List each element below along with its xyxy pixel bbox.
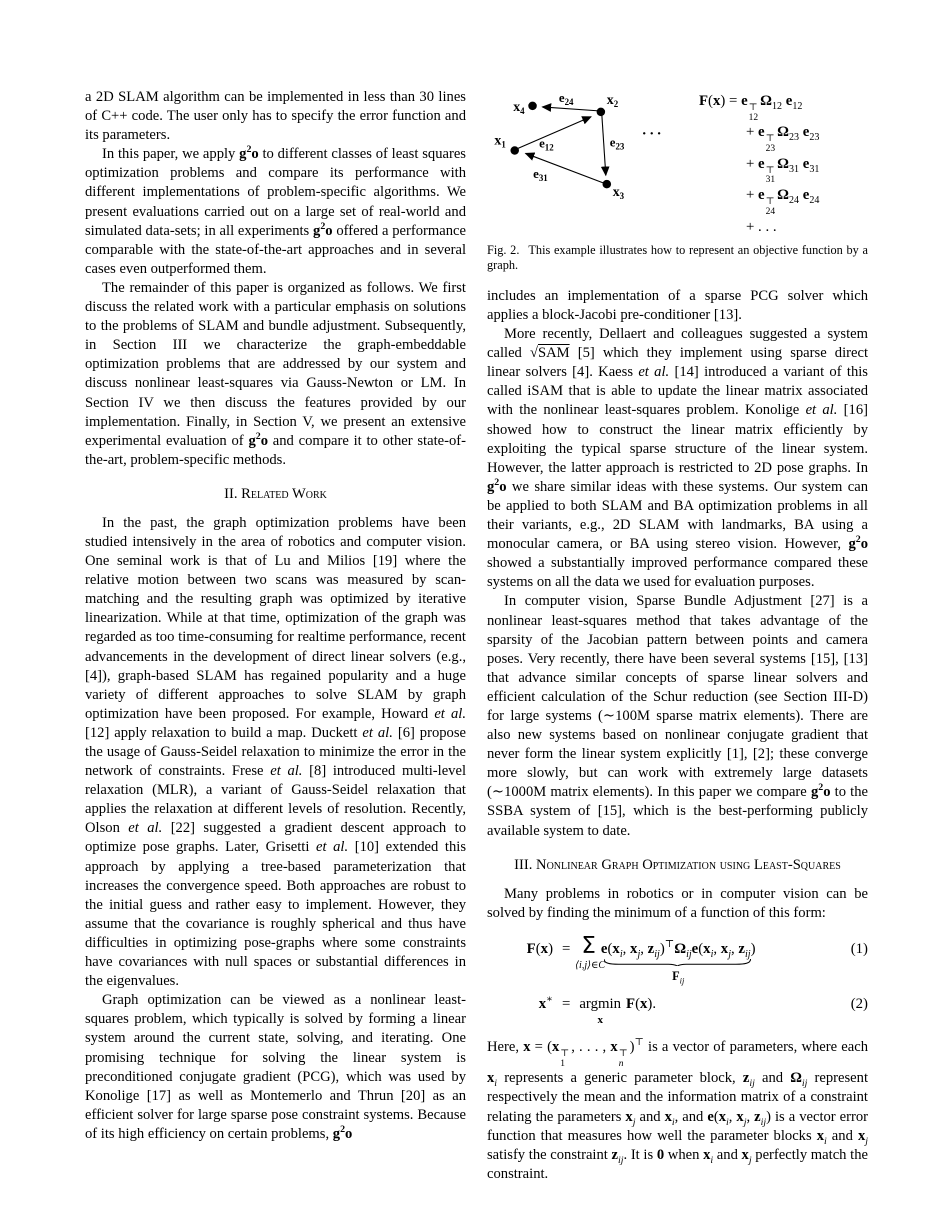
node-label-x3: $x_3$ <box>612 184 625 201</box>
formula-line: F(x) = e ⊤ 12 $\Omega_{12}$ $e_{12}$ <box>699 93 803 123</box>
formula-line: + e ⊤ 31 $\Omega_{31}$ $e_{31}$ <box>746 155 820 186</box>
node-label-x1: $x_1$ <box>494 132 506 150</box>
eq1-lhs: F(x) <box>526 940 553 957</box>
section-heading-nonlinear-graph-optimization <box>493 856 862 875</box>
section-title: Related Work <box>241 485 327 502</box>
paragraph-intro-continuation: a 2D SLAM algorithm can be implemented in less than 30 lines of C++ code. The user only has to specify the error function and its parameters. <box>85 89 466 144</box>
formula-line: + e ⊤ 24 $\Omega_{24}$ $e_{24}$ <box>746 187 820 217</box>
graph-diagram <box>487 90 685 204</box>
paragraph-sam-isam: More recently, Dellaert and colleagues suggested a system called √SAM [5] which they implement using sparse direct linear solvers [4]. Kaess et al. [14] introduced a variant of this called iSAM that is able to update the linear matrix associated with the nonlinear least-squares problem. Konolige et al. [16] showed how to construct the linear matrix efficiently by exploiting the typical sparse structure of the linear system. However, the latter approach is restricted to 2D pose graphs. In $g^2o$ we share similar ideas with these systems. Our system can be applied to both SLAM and BA optimization problems in all their variants, e.g., 2D SLAM with landmarks, BA using a monocular camera, or BA using stereo vision. However, $g^2o$ showed a substantially improved performance compared these systems on all the data we used for evaluation purposes. <box>487 326 869 591</box>
paragraph-paper-outline: The remainder of this paper is organized as follows. We first discuss the related work with a particular emphasis on solutions to the problems of SLAM and bundle adjustment. Subsequently, in Section III we characterize the graph-embeddable optimization problems that are addressed by our system and discuss nonlinear least-squares via Gauss-Newton or LM. In Section IV we then discuss the features provided by our implementation. Finally, in Section V, we present an extensive experimental evaluation of $g^2o$ and compare it to other state-of-the-art, problem-specific methods. <box>85 279 466 468</box>
equation-1 <box>487 932 868 986</box>
paragraph-problem-form: Many problems in robotics or in computer vision can be solved by finding the minimum of a function of this form: <box>487 885 868 921</box>
section-number: II. <box>224 485 238 502</box>
graph-node-x3 <box>603 180 612 189</box>
paragraph-sba-comparison: In computer vision, Sparse Bundle Adjustment [27] is a nonlinear least-squares method that takes advantage of the sparsity of the Jacobian pattern between points and camera poses. Very recently, there have been several systems [15], [13] that advance similar concepts of sparse linear solvers and efficient calculation of the Schur reduction (see Section III-D) for large systems (∼100M sparse matrix elements). There are also new systems based on nonlinear conjugate gradient that never form the linear system explicitly [1], [2]; these converge more slowly, but can work with extremely large datasets (∼1000M matrix elements). In this paper we compare $g^2o$ to the SSBA system of [15], which is the best-performing publicly available system to date. <box>487 593 868 839</box>
figure-caption-label: Fig. 2. <box>487 242 520 257</box>
left-column <box>85 88 466 1184</box>
eq2-lhs: x∗ <box>538 993 553 1012</box>
graph-ellipsis: . . . <box>642 122 661 139</box>
underbrace-label: $F_{ij}$ <box>672 968 685 986</box>
eq1-equals-sign: = <box>562 940 571 957</box>
figure-objective-formula <box>699 90 819 237</box>
argmin-subscript: x <box>597 1013 603 1026</box>
equation-2 <box>487 993 868 1026</box>
graph-node-x4 <box>528 102 537 111</box>
summation-operator <box>575 932 606 971</box>
edge-label-e12: $e_{12}$ <box>539 136 554 153</box>
edge-x2-x3 <box>602 115 606 175</box>
eq2-equals-sign: = <box>562 995 571 1012</box>
graph-node-x2 <box>597 108 606 117</box>
summation-index: ⟨i,j⟩∈C <box>575 959 606 971</box>
formula-line: + e ⊤ 23 $\Omega_{23}$ $e_{23}$ <box>746 124 820 155</box>
figure-2 <box>487 90 868 237</box>
figure-caption-text: This example illustrates how to represent an objective function by a graph. <box>487 242 868 272</box>
formula-line: + . . . <box>746 218 777 235</box>
paragraph-related-work-history: In the past, the graph optimization problems have been studied intensively in the area of robotics and computer vision. One seminal work is that of Lu and Milios [19] where the relative motion between two scans was measured by scan-matching and the resulting graph was optimized by iterative linearization. While at that time, optimization of the graph was regarded as too time-consuming for realtime performance, recent advancements in the development of direct linear solvers (e.g., [4]), graph-based SLAM has regained popularity and a huge variety of different approaches to solve SLAM by graph optimization have been proposed. For example, Howard et al. [12] apply relaxation to build a map. Duckett et al. [6] propose the usage of Gauss-Seidel relaxation to minimize the error in the network of constraints. Frese et al. [8] introduced multi-level relaxation (MLR), a variant of Gauss-Seidel relaxation that applies the relaxation at different levels of resolution. Recently, Olson et al. [22] suggested a gradient descent approach to optimize pose graphs. Later, Grisetti et al. [10] extended this approach by applying a tree-based parameterization that increases the convergence speed. Both approaches are robust to the initial guess and rather easy to implement. However, they assume that the covariance is roughly spherical and thus have difficulties in optimizing pose-graphs where some constraints have covariances with null spaces or substantial differences in the eigenvalues. <box>85 514 467 990</box>
paragraph-pcg-solver: includes an implementation of a sparse PCG solver which applies a block-Jacobi pre-conditioner [13]. <box>487 287 868 323</box>
paragraph-parameter-definitions: Here, x = (x ⊤ 1 , . . . , x ⊤ n )⊤ is a vector of parameters, where each $x_i$ represents a generic parameter block, $z_{ij}$ and $\Omega_{ij}$ represent respectively the mean and the information matrix of a constraint relating the parameters $x_j$ and $x_i$, and $e(x_i$, $x_j$, $z_{ij}$) is a vector error function that measures how well the parameter blocks $x_i$ and $x_j$ satisfy the constraint $z_{ij}$. It is 0 when $x_i$ and $x_j$ perfectly match the constraint. <box>487 1037 869 1182</box>
argmin-text: argmin <box>579 995 622 1012</box>
sigma-symbol: Σ <box>581 932 596 959</box>
section-heading-related-work <box>91 485 460 504</box>
paragraph-nonlinear-least-squares: Graph optimization can be viewed as a nonlinear least-squares problem, which typically is solved by forming a linear system around the current state, solving, and iterating. One promising technique for solving the linear system is preconditioned conjugate gradient (PCG), which was used by Konolige [17] as well as Montemerlo and Thrun [20] as an efficient solver for large sparse pose constraint systems. Because of its high efficiency on certain problems, $g^2o$ <box>85 992 466 1142</box>
eq1-summand: $e(x_i$, $x_j$, $z_{ij})^⊤\Omega_{ij}e(x_i$, $x_j$, $z_{ij}$) <box>600 938 756 960</box>
eq1-number: (1) <box>850 940 868 957</box>
right-column <box>487 88 868 1184</box>
paragraph-apply-g2o: In this paper, we apply $g^2o$ to different classes of least squares optimization problems and compare its performance with different implementations of problem-specific algorithms. We present evaluations carried out on a large set of real-world and simulated data-sets; in all experiments $g^2o$ offered a performance comparable with the state-of-the-art approaches and in several cases even outperformed them. <box>85 144 466 277</box>
graph-node-x1 <box>510 146 519 155</box>
section-number: III. <box>514 856 533 873</box>
node-label-x2: $x_2$ <box>606 91 619 109</box>
figure-caption <box>487 243 868 273</box>
edge-x1-x2 <box>518 117 591 149</box>
section-title: Nonlinear Graph Optimization using Least-Squares <box>536 856 841 873</box>
eq1-expression <box>600 938 756 986</box>
eq2-expression: F(x). <box>626 995 657 1012</box>
edge-label-e23: $e_{23}$ <box>609 135 625 152</box>
edge-label-e24: $e_{24}$ <box>558 90 574 107</box>
eq2-number: (2) <box>850 995 868 1012</box>
edge-label-e31: $e_{31}$ <box>533 167 548 184</box>
underbrace <box>604 959 751 966</box>
argmin-operator <box>579 995 622 1026</box>
edge-x2-x4 <box>542 107 598 111</box>
node-label-x4: $x_4$ <box>513 98 525 116</box>
